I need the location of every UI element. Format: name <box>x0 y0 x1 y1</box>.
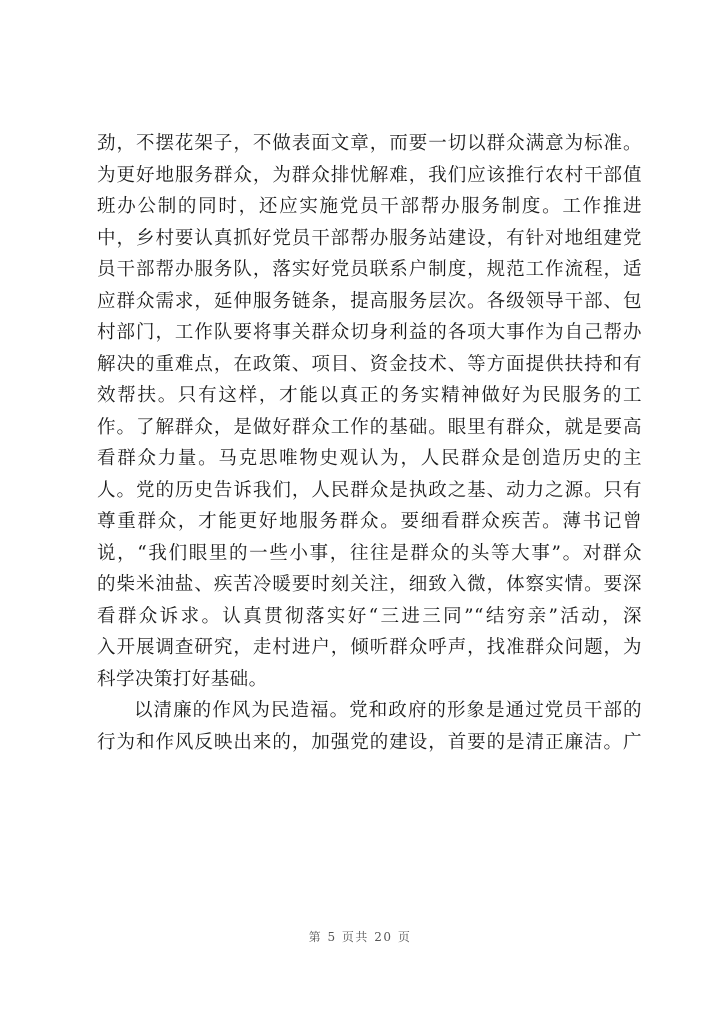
text-line: 为更好地服务群众，为群众排忧解难，我们应该推行农村干部值 <box>97 164 642 186</box>
text-line: 村部门，工作队要将事关群众切身利益的各项大事作为自己帮办 <box>97 322 642 343</box>
text-line: 中，乡村要认真抓好党员干部帮办服务站建设，有针对地组建党 <box>97 227 642 249</box>
text-line: 作。了解群众，是做好群众工作的基础。眼里有群众，就是要高 <box>97 416 642 438</box>
text-line: 解决的重难点，在政策、项目、资金技术、等方面提供扶持和有 <box>97 353 642 375</box>
page-number-footer: 第 5 页共 20 页 <box>308 930 412 944</box>
text-line: 员干部帮办服务队，落实好党员联系户制度，规范工作流程，适 <box>97 259 642 280</box>
text-line: 的柴米油盐、疾苦冷暖要时刻关注，细致入微，体察实情。要深 <box>97 574 642 595</box>
text-line: 行为和作风反映出来的，加强党的建设，首要的是清正廉洁。广 <box>97 731 642 753</box>
text-line: 人。党的历史告诉我们，人民群众是执政之基、动力之源。只有 <box>97 479 642 501</box>
text-line-paragraph-end: 科学决策打好基础。 <box>97 668 268 690</box>
text-line: 说，“我们眼里的一些小事，往往是群众的头等大事”。对群众 <box>97 542 642 564</box>
text-line: 劲，不摆花架子，不做表面文章，而要一切以群众满意为标准。 <box>97 133 642 154</box>
text-line: 入开展调查研究，走村进户，倾听群众呼声，找准群众问题，为 <box>97 637 642 658</box>
body-text <box>97 128 642 758</box>
text-line: 应群众需求，延伸服务链条，提高服务层次。各级领导干部、包 <box>97 290 642 312</box>
text-line: 看群众力量。马克思唯物史观认为，人民群众是创造历史的主 <box>97 448 642 469</box>
text-line: 效帮扶。只有这样，才能以真正的务实精神做好为民服务的工 <box>97 385 642 406</box>
text-line-paragraph-start: 以清廉的作风为民造福。党和政府的形象是通过党员干部的 <box>134 700 642 721</box>
text-line: 看群众诉求。认真贯彻落实好“三进三同”“结穷亲”活动，深 <box>97 605 642 627</box>
text-line: 尊重群众，才能更好地服务群众。要细看群众疾苦。薄书记曾 <box>97 511 642 532</box>
text-line: 班办公制的同时，还应实施党员干部帮办服务制度。工作推进 <box>97 196 642 217</box>
